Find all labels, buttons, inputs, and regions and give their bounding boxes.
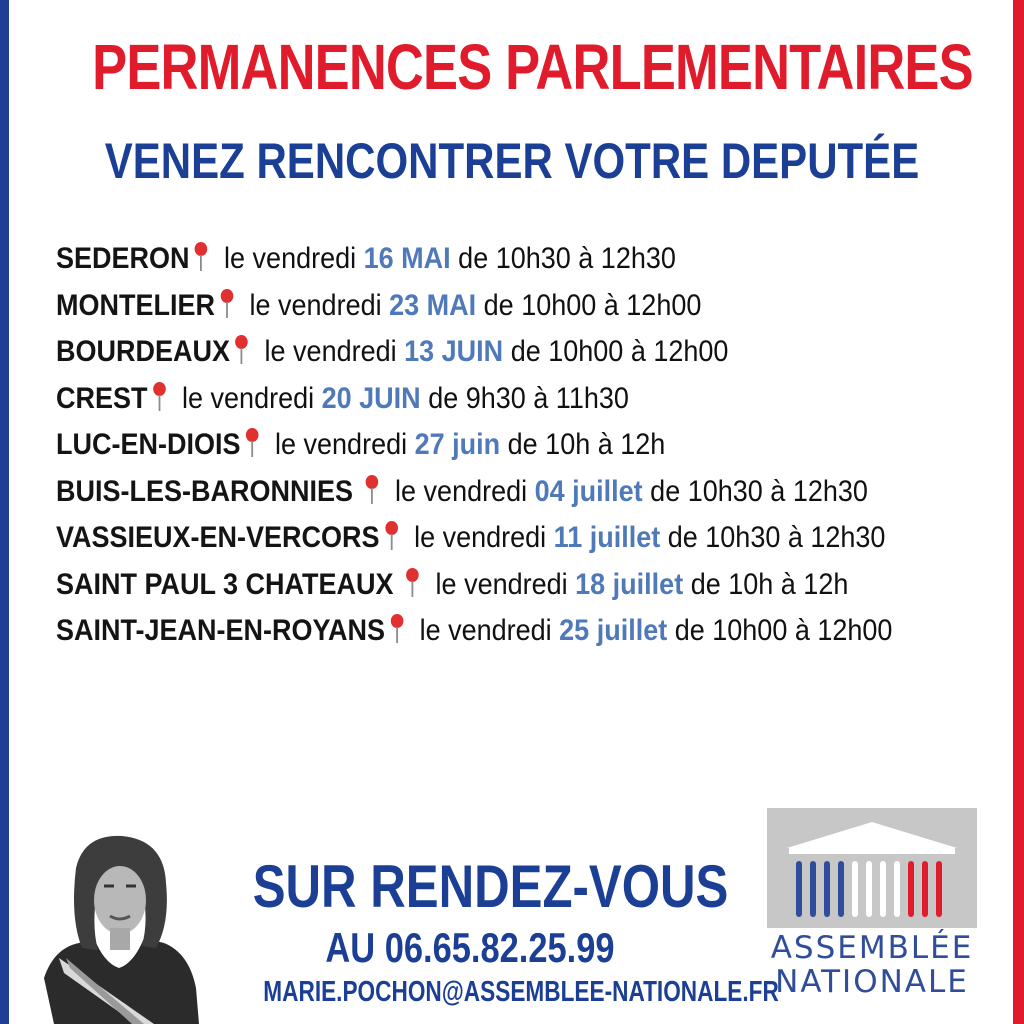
town-name: SAINT PAUL 3 CHATEAUX <box>56 567 394 601</box>
day-text: le vendredi <box>395 474 528 508</box>
schedule-row <box>56 236 884 283</box>
town-name: LUC-EN-DIOIS <box>56 428 241 461</box>
town-name: CREST <box>56 381 148 415</box>
town-name: VASSIEUX-EN-VERCORS <box>56 521 380 554</box>
map-pin-icon <box>234 333 250 367</box>
parliament-building-icon <box>767 808 977 928</box>
schedule-list <box>56 236 976 655</box>
time-text: de 10h à 12h <box>690 567 849 601</box>
town-name: BOURDEAUX <box>56 335 231 368</box>
schedule-row <box>56 329 884 376</box>
assemblee-nationale-logo <box>767 808 977 1000</box>
page-title: PERMANENCES PARLEMENTAIRES <box>92 31 973 103</box>
date-text: 18 juillet <box>575 567 684 601</box>
email-address[interactable]: MARIE.POCHON@ASSEMBLEE-NATIONALE.FR <box>263 976 779 1008</box>
date-text: 20 JUIN <box>321 381 421 415</box>
map-pin-icon <box>193 240 209 274</box>
time-text: de 10h00 à 12h00 <box>483 288 702 322</box>
town-name: BUIS-LES-BARONNIES <box>56 474 354 508</box>
map-pin-icon <box>151 380 167 414</box>
date-text: 25 juillet <box>559 614 668 647</box>
schedule-row <box>56 283 884 330</box>
date-text: 23 MAI <box>389 288 477 322</box>
schedule-row <box>56 469 965 516</box>
map-pin-icon <box>244 426 260 460</box>
map-pin-icon <box>405 566 421 600</box>
date-text: 04 juillet <box>534 474 643 508</box>
flag-stripe-blue <box>0 0 9 1024</box>
map-pin-icon <box>219 287 235 321</box>
time-text: de 10h00 à 12h00 <box>510 335 729 368</box>
flag-stripe-red <box>1013 0 1024 1024</box>
time-text: de 9h30 à 11h30 <box>428 381 629 415</box>
day-text: le vendredi <box>435 567 568 601</box>
time-text: de 10h30 à 12h30 <box>667 521 886 554</box>
deputy-portrait-photo <box>24 828 214 1024</box>
date-text: 13 JUIN <box>404 335 504 368</box>
page-subtitle: VENEZ RENCONTRER VOTRE DEPUTÉE <box>104 133 920 189</box>
schedule-row <box>56 562 884 609</box>
day-text: le vendredi <box>275 428 408 461</box>
date-text: 27 juin <box>414 428 501 461</box>
time-text: de 10h00 à 12h00 <box>674 614 893 647</box>
time-text: de 10h à 12h <box>507 428 666 461</box>
day-text: le vendredi <box>414 521 547 554</box>
map-pin-icon <box>383 519 399 553</box>
town-name: SEDERON <box>56 242 190 275</box>
logo-text-line1: ASSEMBLÉE <box>770 930 974 966</box>
appointment-heading: SUR RENDEZ-VOUS <box>252 853 729 920</box>
schedule-row <box>56 422 884 469</box>
schedule-row <box>56 608 965 655</box>
schedule-row <box>56 376 884 423</box>
time-text: de 10h30 à 12h30 <box>650 474 868 508</box>
map-pin-icon <box>364 473 380 507</box>
map-pin-icon <box>389 612 405 646</box>
schedule-row <box>56 515 965 562</box>
date-text: 16 MAI <box>363 242 451 275</box>
day-text: le vendredi <box>224 242 357 275</box>
town-name: MONTELIER <box>56 288 216 322</box>
day-text: le vendredi <box>264 335 397 368</box>
phone-number[interactable]: AU 06.65.82.25.99 <box>325 924 615 971</box>
time-text: de 10h30 à 12h30 <box>458 242 676 275</box>
logo-text-line2: NATIONALE <box>775 964 969 1000</box>
day-text: le vendredi <box>249 288 382 322</box>
day-text: le vendredi <box>419 614 552 647</box>
town-name: SAINT-JEAN-EN-ROYANS <box>56 614 386 647</box>
day-text: le vendredi <box>182 381 315 415</box>
date-text: 11 juillet <box>553 521 661 554</box>
